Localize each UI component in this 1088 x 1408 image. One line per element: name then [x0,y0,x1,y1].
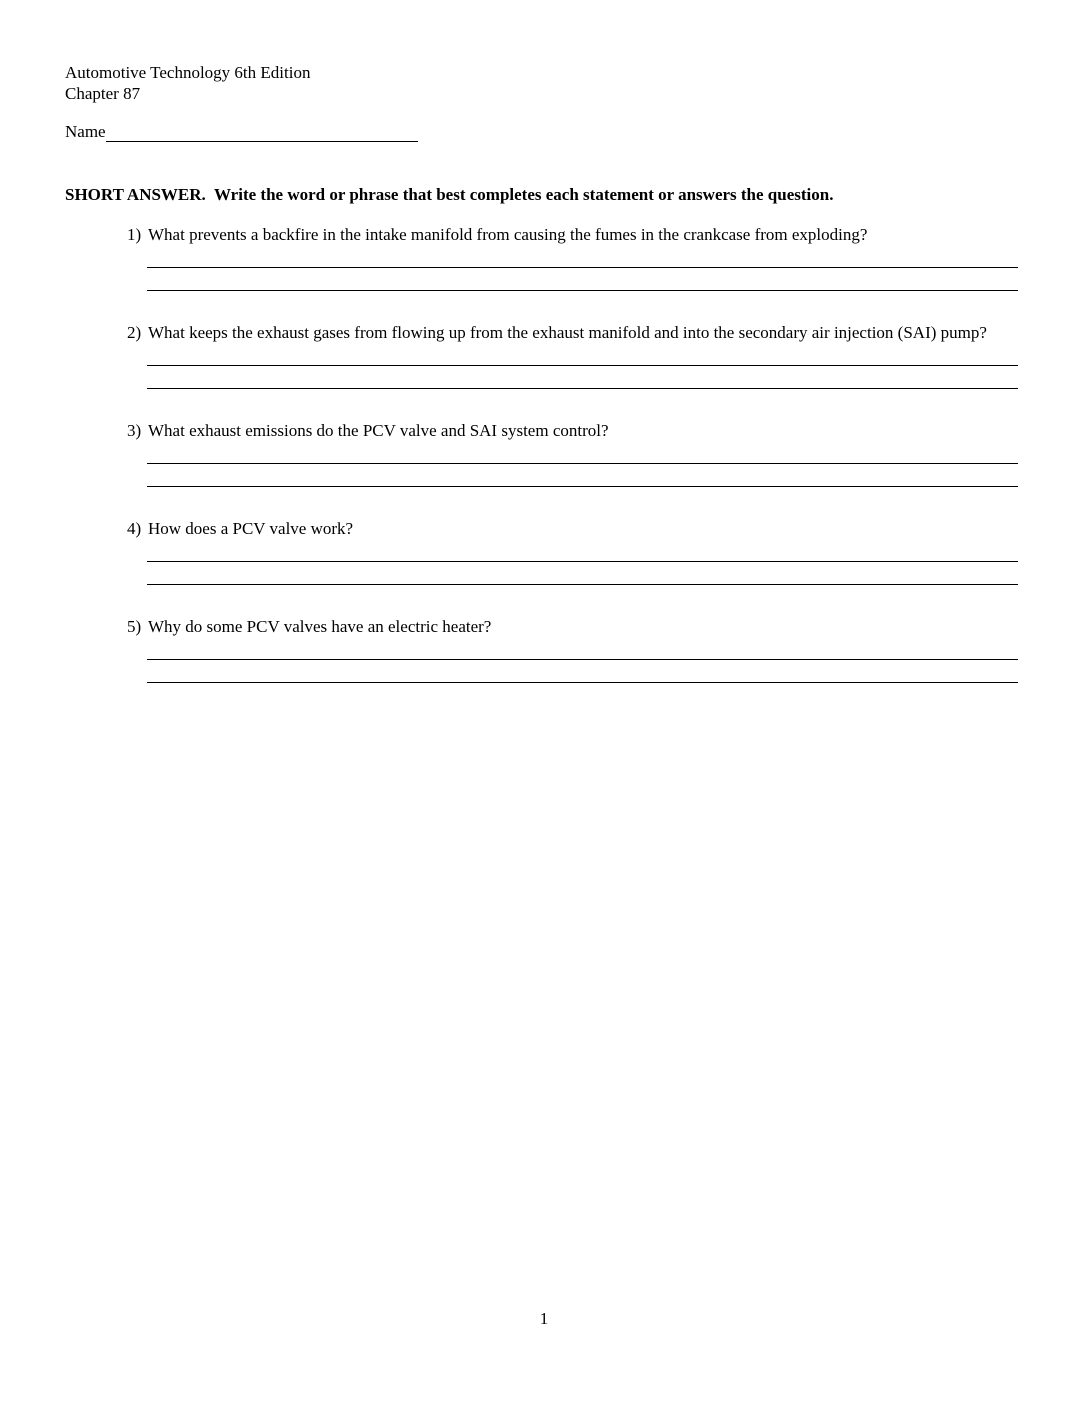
answer-line[interactable] [147,659,1018,660]
question-number: 2) [127,323,142,342]
question-text: What keeps the exhaust gases from flowing up from the exhaust manifold and into the secondary air injection (SAI) pump? [148,323,987,342]
question-row [65,419,1018,442]
answer-lines [147,365,1018,389]
question-item [65,517,1018,585]
question-text: Why do some PCV valves have an electric heater? [148,617,492,636]
answer-line[interactable] [147,463,1018,464]
header-subtitle: Chapter 87 [65,84,141,103]
name-label: Name [65,122,106,141]
answer-line[interactable] [147,561,1018,562]
question-text: What exhaust emissions do the PCV valve and SAI system control? [148,421,609,440]
answer-line[interactable] [147,290,1018,291]
name-input-line[interactable] [106,122,418,142]
question-row [65,223,1018,246]
answer-lines [147,561,1018,585]
answer-lines [147,659,1018,683]
answer-lines [147,267,1018,291]
answer-lines [147,463,1018,487]
question-item [65,615,1018,683]
question-text: How does a PCV valve work? [148,519,354,538]
question-item [65,321,1018,389]
answer-line[interactable] [147,267,1018,268]
header-title: Automotive Technology 6th Edition [65,63,311,82]
question-number: 4) [127,519,142,538]
question-item [65,223,1018,291]
answer-line[interactable] [147,486,1018,487]
question-row [65,517,1018,540]
question-row [65,321,1018,344]
question-number: 1) [127,225,142,244]
question-number: 5) [127,617,142,636]
answer-line[interactable] [147,365,1018,366]
answer-line[interactable] [147,584,1018,585]
page-number: 1 [539,1309,549,1328]
section-instructions: SHORT ANSWER. Write the word or phrase that best completes each statement or answers the question. [65,185,834,204]
question-item [65,419,1018,487]
answer-line[interactable] [147,682,1018,683]
question-number: 3) [127,421,142,440]
name-row [65,121,1018,142]
question-text: What prevents a backfire in the intake manifold from causing the fumes in the crankcase from exploding? [148,225,868,244]
answer-line[interactable] [147,388,1018,389]
question-row [65,615,1018,638]
questions-list [65,223,1018,683]
